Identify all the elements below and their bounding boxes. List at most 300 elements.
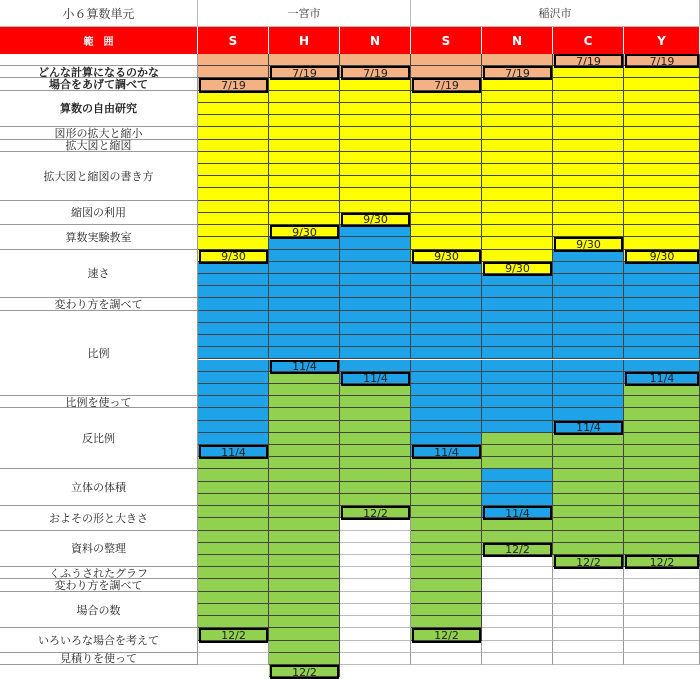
schedule-cell <box>269 140 340 152</box>
schedule-cell <box>198 469 269 481</box>
date-marker: 12/2 <box>554 555 623 569</box>
unit-label: 場合の数 <box>0 592 198 629</box>
schedule-cell-empty <box>340 628 411 640</box>
schedule-cell <box>624 457 700 469</box>
schedule-cell <box>411 286 482 298</box>
schedule-cell <box>624 360 700 372</box>
schedule-cell <box>340 347 411 359</box>
schedule-cell <box>269 384 340 396</box>
column-header: Y <box>624 27 700 54</box>
schedule-cell <box>411 66 482 78</box>
schedule-cell <box>269 506 340 518</box>
schedule-cell <box>198 115 269 127</box>
schedule-cell <box>482 140 553 152</box>
date-marker: 11/4 <box>554 421 623 435</box>
schedule-cell <box>411 176 482 188</box>
schedule-cell <box>482 531 553 543</box>
schedule-cell <box>269 641 340 653</box>
schedule-cell-empty <box>553 628 624 640</box>
schedule-cell <box>269 164 340 176</box>
schedule-cell <box>411 408 482 420</box>
schedule-cell <box>482 421 553 433</box>
schedule-cell <box>269 201 340 213</box>
schedule-cell <box>340 408 411 420</box>
schedule-cell-empty <box>553 604 624 616</box>
schedule-cell <box>624 408 700 420</box>
schedule-cell <box>198 421 269 433</box>
unit-header: 小６算数単元 <box>0 0 198 27</box>
schedule-cell <box>198 543 269 555</box>
schedule-cell <box>269 152 340 164</box>
schedule-cell <box>482 360 553 372</box>
schedule-cell <box>482 298 553 310</box>
schedule-cell <box>624 140 700 152</box>
schedule-cell <box>198 274 269 286</box>
schedule-cell <box>411 592 482 604</box>
schedule-cell <box>411 311 482 323</box>
schedule-cell <box>482 115 553 127</box>
schedule-cell <box>553 103 624 115</box>
schedule-cell <box>411 103 482 115</box>
date-marker: 7/19 <box>483 66 552 80</box>
schedule-cell <box>553 164 624 176</box>
schedule-cell <box>340 482 411 494</box>
schedule-cell <box>198 433 269 445</box>
schedule-cell <box>340 421 411 433</box>
schedule-cell-empty <box>198 653 269 665</box>
schedule-cell <box>269 311 340 323</box>
schedule-cell <box>269 335 340 347</box>
unit-label: 変わり方を調べて <box>0 579 198 591</box>
schedule-cell <box>624 482 700 494</box>
schedule-cell <box>411 396 482 408</box>
schedule-cell-empty <box>624 628 700 640</box>
schedule-cell <box>198 335 269 347</box>
schedule-cell <box>198 127 269 139</box>
schedule-cell <box>624 213 700 225</box>
schedule-cell <box>411 421 482 433</box>
schedule-cell <box>269 323 340 335</box>
schedule-cell <box>269 347 340 359</box>
unit-label: 場合をあげて調べて <box>0 78 198 90</box>
schedule-cell <box>411 152 482 164</box>
date-marker: 9/30 <box>412 250 481 264</box>
schedule-cell-empty <box>624 653 700 665</box>
schedule-cell-empty <box>482 579 553 591</box>
schedule-cell <box>553 384 624 396</box>
schedule-cell-empty <box>553 616 624 628</box>
schedule-cell <box>198 531 269 543</box>
schedule-cell <box>553 482 624 494</box>
schedule-cell <box>482 54 553 66</box>
schedule-cell <box>198 201 269 213</box>
schedule-cell <box>411 555 482 567</box>
city-header: 稲沢市 <box>411 0 700 27</box>
schedule-cell <box>198 494 269 506</box>
schedule-cell <box>482 457 553 469</box>
schedule-cell-empty <box>482 616 553 628</box>
schedule-cell <box>198 567 269 579</box>
schedule-cell <box>553 335 624 347</box>
schedule-cell <box>482 225 553 237</box>
unit-label: 比例 <box>0 311 198 397</box>
schedule-cell <box>269 518 340 530</box>
schedule-cell <box>411 274 482 286</box>
schedule-cell <box>482 335 553 347</box>
schedule-cell <box>411 225 482 237</box>
schedule-cell <box>411 579 482 591</box>
schedule-cell <box>411 213 482 225</box>
date-marker: 11/4 <box>199 445 268 459</box>
column-header: N <box>482 27 553 54</box>
schedule-cell <box>340 91 411 103</box>
schedule-cell <box>624 286 700 298</box>
schedule-cell <box>553 494 624 506</box>
schedule-cell <box>340 201 411 213</box>
date-marker: 9/30 <box>341 213 410 227</box>
schedule-cell <box>269 408 340 420</box>
schedule-cell <box>482 213 553 225</box>
schedule-cell <box>340 262 411 274</box>
schedule-cell <box>482 311 553 323</box>
schedule-cell <box>269 213 340 225</box>
schedule-cell-empty <box>411 653 482 665</box>
schedule-cell <box>482 201 553 213</box>
schedule-cell <box>482 469 553 481</box>
schedule-cell <box>624 237 700 249</box>
schedule-cell-empty <box>553 592 624 604</box>
schedule-cell <box>198 103 269 115</box>
schedule-cell <box>553 531 624 543</box>
date-marker: 11/4 <box>270 360 339 374</box>
schedule-cell <box>269 127 340 139</box>
schedule-cell <box>198 140 269 152</box>
schedule-cell <box>553 152 624 164</box>
schedule-cell <box>411 531 482 543</box>
unit-label: 算数実験教室 <box>0 225 198 249</box>
schedule-cell <box>269 298 340 310</box>
schedule-cell <box>482 188 553 200</box>
schedule-cell <box>482 237 553 249</box>
schedule-cell <box>198 347 269 359</box>
schedule-cell <box>411 482 482 494</box>
range-label: 範 囲 <box>0 27 198 54</box>
date-marker: 7/19 <box>199 78 268 92</box>
date-marker: 9/30 <box>483 262 552 276</box>
schedule-cell-empty <box>553 641 624 653</box>
schedule-cell <box>482 482 553 494</box>
schedule-cell <box>624 201 700 213</box>
schedule-cell <box>198 298 269 310</box>
unit-label: 縮図の利用 <box>0 201 198 225</box>
column-header: H <box>269 27 340 54</box>
unit-label: 図形の拡大と縮小 <box>0 127 198 139</box>
date-marker: 12/2 <box>483 543 552 557</box>
schedule-cell-empty <box>624 604 700 616</box>
schedule-cell <box>340 311 411 323</box>
schedule-cell <box>340 250 411 262</box>
schedule-cell <box>198 237 269 249</box>
schedule-cell <box>198 225 269 237</box>
schedule-cell <box>340 237 411 249</box>
schedule-cell-empty <box>340 579 411 591</box>
schedule-cell-empty <box>340 641 411 653</box>
unit-label: 見積りを使って <box>0 653 198 665</box>
schedule-cell <box>198 384 269 396</box>
schedule-cell <box>553 176 624 188</box>
schedule-cell <box>340 360 411 372</box>
schedule-cell <box>269 616 340 628</box>
schedule-cell <box>624 323 700 335</box>
schedule-cell <box>624 298 700 310</box>
unit-label: 立体の体積 <box>0 469 198 506</box>
schedule-cell <box>198 176 269 188</box>
schedule-cell <box>624 506 700 518</box>
schedule-cell <box>553 286 624 298</box>
schedule-cell <box>553 78 624 90</box>
schedule-cell <box>482 433 553 445</box>
schedule-cell <box>411 347 482 359</box>
schedule-cell <box>553 518 624 530</box>
schedule-cell <box>269 653 340 665</box>
schedule-cell <box>269 274 340 286</box>
schedule-cell <box>553 396 624 408</box>
schedule-cell <box>269 103 340 115</box>
schedule-cell <box>624 335 700 347</box>
schedule-cell <box>340 396 411 408</box>
schedule-cell <box>340 494 411 506</box>
schedule-cell-empty <box>482 641 553 653</box>
schedule-cell <box>198 506 269 518</box>
schedule-cell <box>198 482 269 494</box>
schedule-cell <box>340 164 411 176</box>
schedule-cell <box>198 66 269 78</box>
schedule-cell <box>269 250 340 262</box>
schedule-cell <box>624 188 700 200</box>
date-marker: 7/19 <box>341 66 410 80</box>
schedule-cell-empty <box>624 579 700 591</box>
schedule-cell <box>482 103 553 115</box>
date-marker: 7/19 <box>554 54 623 68</box>
schedule-cell <box>624 152 700 164</box>
schedule-cell <box>553 469 624 481</box>
schedule-cell <box>624 127 700 139</box>
schedule-cell <box>340 286 411 298</box>
schedule-cell <box>482 372 553 384</box>
schedule-cell <box>482 286 553 298</box>
schedule-cell-empty <box>482 567 553 579</box>
schedule-cell <box>553 127 624 139</box>
schedule-cell <box>624 433 700 445</box>
unit-label: どんな計算になるのかな <box>0 66 198 78</box>
schedule-cell-empty <box>340 543 411 555</box>
schedule-cell <box>553 506 624 518</box>
schedule-cell <box>198 555 269 567</box>
date-marker: 9/30 <box>625 250 699 264</box>
schedule-cell <box>269 469 340 481</box>
date-marker: 12/2 <box>341 506 410 520</box>
date-marker: 12/2 <box>625 555 699 569</box>
schedule-cell <box>269 421 340 433</box>
schedule-cell <box>269 286 340 298</box>
schedule-cell <box>553 298 624 310</box>
schedule-cell <box>553 347 624 359</box>
schedule-cell-empty <box>482 604 553 616</box>
schedule-cell <box>482 164 553 176</box>
schedule-cell <box>553 323 624 335</box>
unit-label: 比例を使って <box>0 396 198 408</box>
schedule-cell-empty <box>340 567 411 579</box>
schedule-cell <box>482 396 553 408</box>
schedule-cell <box>411 360 482 372</box>
schedule-cell <box>624 347 700 359</box>
schedule-cell <box>553 140 624 152</box>
schedule-cell <box>198 164 269 176</box>
date-marker: 11/4 <box>341 372 410 386</box>
schedule-cell <box>482 323 553 335</box>
schedule-cell <box>198 152 269 164</box>
schedule-cell <box>269 433 340 445</box>
schedule-cell <box>198 311 269 323</box>
schedule-cell <box>624 445 700 457</box>
schedule-cell <box>482 250 553 262</box>
unit-label: 速さ <box>0 250 198 299</box>
schedule-cell <box>340 115 411 127</box>
schedule-cell <box>269 567 340 579</box>
schedule-cell <box>553 445 624 457</box>
schedule-cell <box>411 140 482 152</box>
date-marker: 12/2 <box>199 628 268 642</box>
schedule-cell-empty <box>553 653 624 665</box>
schedule-cell <box>269 457 340 469</box>
schedule-cell <box>411 494 482 506</box>
schedule-cell <box>269 176 340 188</box>
unit-label: 変わり方を調べて <box>0 298 198 310</box>
schedule-cell <box>624 518 700 530</box>
schedule-cell <box>411 567 482 579</box>
schedule-cell <box>411 604 482 616</box>
schedule-cell <box>411 323 482 335</box>
date-marker: 7/19 <box>412 78 481 92</box>
schedule-cell <box>269 396 340 408</box>
schedule-cell <box>411 506 482 518</box>
schedule-cell <box>411 335 482 347</box>
schedule-cell <box>269 494 340 506</box>
column-header: N <box>340 27 411 54</box>
schedule-cell <box>340 274 411 286</box>
schedule-cell <box>411 201 482 213</box>
schedule-cell <box>340 433 411 445</box>
schedule-cell-empty <box>553 579 624 591</box>
date-marker: 11/4 <box>625 372 699 386</box>
schedule-cell <box>269 188 340 200</box>
schedule-cell <box>482 127 553 139</box>
schedule-cell <box>411 127 482 139</box>
schedule-cell <box>553 311 624 323</box>
schedule-cell <box>340 469 411 481</box>
schedule-cell <box>198 604 269 616</box>
schedule-cell-empty <box>482 653 553 665</box>
schedule-cell <box>482 176 553 188</box>
schedule-cell <box>340 176 411 188</box>
schedule-cell <box>553 360 624 372</box>
schedule-cell <box>269 445 340 457</box>
column-header: S <box>411 27 482 54</box>
schedule-cell <box>411 164 482 176</box>
schedule-cell <box>553 457 624 469</box>
schedule-cell <box>482 91 553 103</box>
schedule-cell <box>411 469 482 481</box>
schedule-cell <box>340 152 411 164</box>
schedule-cell <box>624 225 700 237</box>
schedule-cell <box>198 188 269 200</box>
schedule-cell <box>482 347 553 359</box>
schedule-cell <box>624 421 700 433</box>
schedule-cell <box>411 616 482 628</box>
schedule-cell <box>624 274 700 286</box>
schedule-cell-empty <box>624 592 700 604</box>
schedule-cell <box>411 433 482 445</box>
schedule-cell <box>624 103 700 115</box>
schedule-cell <box>269 628 340 640</box>
schedule-cell <box>340 457 411 469</box>
unit-label: およその形と大きさ <box>0 506 198 530</box>
schedule-cell <box>269 531 340 543</box>
schedule-cell-empty <box>482 592 553 604</box>
unit-label: 算数の自由研究 <box>0 91 198 128</box>
date-marker: 12/2 <box>412 628 481 642</box>
schedule-cell <box>411 518 482 530</box>
schedule-cell-empty <box>624 616 700 628</box>
schedule-cell <box>198 408 269 420</box>
schedule-cell <box>269 54 340 66</box>
schedule-cell <box>340 140 411 152</box>
schedule-cell <box>411 384 482 396</box>
schedule-cell <box>340 127 411 139</box>
schedule-cell <box>269 555 340 567</box>
schedule-cell-empty <box>340 555 411 567</box>
schedule-cell <box>198 54 269 66</box>
schedule-cell <box>482 152 553 164</box>
schedule-cell <box>198 323 269 335</box>
schedule-cell <box>624 78 700 90</box>
schedule-cell <box>482 408 553 420</box>
schedule-cell <box>624 494 700 506</box>
date-marker: 9/30 <box>199 250 268 264</box>
schedule-cell <box>553 213 624 225</box>
schedule-cell <box>269 482 340 494</box>
schedule-cell <box>340 103 411 115</box>
schedule-cell <box>553 201 624 213</box>
date-marker: 9/30 <box>554 237 623 251</box>
schedule-cell <box>269 604 340 616</box>
schedule-cell-empty <box>624 641 700 653</box>
schedule-cell-empty <box>340 653 411 665</box>
schedule-cell <box>340 298 411 310</box>
date-marker: 7/19 <box>625 54 699 68</box>
schedule-cell <box>269 592 340 604</box>
schedule-cell-empty <box>482 628 553 640</box>
schedule-cell <box>624 469 700 481</box>
schedule-cell <box>411 543 482 555</box>
schedule-cell <box>269 543 340 555</box>
schedule-cell <box>553 408 624 420</box>
schedule-cell <box>553 372 624 384</box>
schedule-cell <box>624 311 700 323</box>
schedule-cell <box>553 91 624 103</box>
schedule-cell <box>553 274 624 286</box>
schedule-cell <box>198 360 269 372</box>
